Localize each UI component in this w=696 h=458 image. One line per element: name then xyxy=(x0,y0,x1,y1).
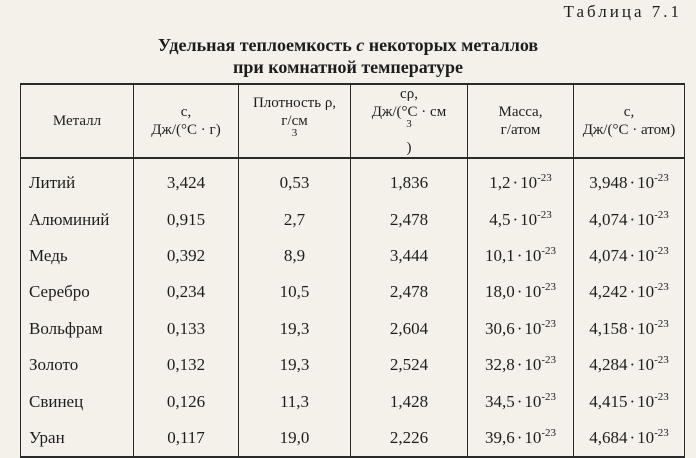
power-base: 10 xyxy=(637,209,655,229)
column-header-unit: г/см $^3$ xyxy=(281,113,308,139)
power-base: 10 xyxy=(524,355,542,375)
column-header-line: Металл xyxy=(52,113,102,129)
density-cell: 0,53 xyxy=(239,158,351,201)
times-symbol: · xyxy=(516,391,523,411)
column-header-density xyxy=(239,84,351,158)
coefficient: 18,0 xyxy=(484,282,515,302)
c-rho-cell: 3,444 xyxy=(351,238,468,274)
times-symbol: · xyxy=(629,173,636,193)
power-exponent: -23 xyxy=(654,390,669,403)
power-exponent: -23 xyxy=(541,390,557,403)
heat-per-atom-cell xyxy=(574,347,685,383)
table-header xyxy=(21,84,685,158)
power-exponent: -23 xyxy=(541,317,557,330)
density-cell: 19,0 xyxy=(239,420,351,457)
table-title xyxy=(0,34,696,78)
column-header-line: Плотность ρ, xyxy=(252,95,337,111)
mass-per-atom-cell xyxy=(468,383,574,419)
title-part-2: некоторых металлов xyxy=(364,35,539,55)
density-cell: 19,3 xyxy=(239,347,351,383)
metal-name-cell: Золото xyxy=(21,347,134,383)
specific-heat-cell: 0,392 xyxy=(134,238,239,274)
times-symbol: · xyxy=(629,245,636,265)
density-cell: 19,3 xyxy=(239,311,351,347)
metal-name-cell: Медь xyxy=(21,238,134,274)
mass-per-atom-cell xyxy=(468,201,574,237)
table-row xyxy=(21,347,685,383)
power-base: 10 xyxy=(637,427,655,447)
density-cell: 8,9 xyxy=(239,238,351,274)
times-symbol: · xyxy=(629,391,636,411)
column-header-c-rho xyxy=(351,84,468,158)
table-row xyxy=(21,158,685,201)
coefficient: 4,415 xyxy=(589,391,628,411)
metal-name-cell: Свинец xyxy=(21,383,134,419)
times-symbol: · xyxy=(629,209,636,229)
title-symbol: c xyxy=(356,35,365,55)
heat-per-atom-cell xyxy=(574,311,685,347)
power-base: 10 xyxy=(637,391,655,411)
column-header-mass xyxy=(468,84,574,158)
times-symbol: · xyxy=(629,318,636,338)
unit-exponent: 3 xyxy=(291,127,298,139)
metal-name-cell: Уран xyxy=(21,420,134,457)
specific-heat-cell: 0,133 xyxy=(134,311,239,347)
c-rho-cell: 1,836 xyxy=(351,158,468,201)
power-base: 10 xyxy=(524,318,542,338)
power-base: 10 xyxy=(637,245,655,265)
power-base: 10 xyxy=(637,318,655,338)
density-cell: 11,3 xyxy=(239,383,351,419)
metal-name-cell: Алюминий xyxy=(21,201,134,237)
mass-per-atom-cell xyxy=(468,238,574,274)
times-symbol: · xyxy=(516,427,523,447)
column-header-c-per-gram xyxy=(134,84,239,158)
column-header-c-per-atom xyxy=(574,84,685,158)
power-exponent: -23 xyxy=(537,172,552,185)
metal-name-cell: Серебро xyxy=(21,274,134,310)
power-base: 10 xyxy=(524,427,542,447)
title-line-1 xyxy=(0,34,696,56)
coefficient: 4,284 xyxy=(589,355,628,375)
times-symbol: · xyxy=(512,209,519,229)
power-exponent: -23 xyxy=(654,281,669,294)
specific-heat-cell: 0,132 xyxy=(134,347,239,383)
column-header-unit: Дж/(°С · см $^3$ ) xyxy=(371,104,447,156)
table-row xyxy=(21,274,685,310)
mass-per-atom-cell xyxy=(468,274,574,310)
heat-per-atom-cell xyxy=(574,238,685,274)
coefficient: 34,5 xyxy=(484,391,515,411)
metal-name-cell: Вольфрам xyxy=(21,311,134,347)
times-symbol: · xyxy=(512,173,519,193)
c-rho-cell: 2,226 xyxy=(351,420,468,457)
coefficient: 39,6 xyxy=(484,427,515,447)
power-base: 10 xyxy=(524,391,542,411)
times-symbol: · xyxy=(516,355,523,375)
coefficient: 4,5 xyxy=(489,209,511,229)
coefficient: 3,948 xyxy=(589,173,628,193)
title-part-1: Удельная теплоемкость xyxy=(157,35,357,55)
coefficient: 1,2 xyxy=(489,173,511,193)
power-base: 10 xyxy=(524,245,542,265)
power-exponent: -23 xyxy=(654,244,669,257)
power-exponent: -23 xyxy=(654,317,669,330)
power-exponent: -23 xyxy=(654,426,669,439)
coefficient: 30,6 xyxy=(484,318,515,338)
c-rho-cell: 2,604 xyxy=(351,311,468,347)
density-cell: 10,5 xyxy=(239,274,351,310)
column-header-unit: Дж/(°С · атом) xyxy=(582,122,676,138)
heat-per-atom-cell xyxy=(574,274,685,310)
specific-heat-cell: 0,234 xyxy=(134,274,239,310)
c-rho-cell: 2,524 xyxy=(351,347,468,383)
times-symbol: · xyxy=(629,427,636,447)
column-header-line: Масса, xyxy=(498,104,543,120)
power-base: 10 xyxy=(524,282,542,302)
unit-exponent: 3 xyxy=(406,118,412,130)
header-row xyxy=(21,84,685,158)
times-symbol: · xyxy=(629,282,636,302)
mass-per-atom-cell xyxy=(468,347,574,383)
column-header-line: c, xyxy=(180,104,192,120)
power-base: 10 xyxy=(520,173,538,193)
column-header-line: cρ, xyxy=(400,86,418,102)
specific-heat-cell: 3,424 xyxy=(134,158,239,201)
table-number-label: Таблица 7.1 xyxy=(563,2,682,21)
specific-heat-table xyxy=(20,83,685,458)
power-base: 10 xyxy=(637,282,655,302)
mass-per-atom-cell xyxy=(468,311,574,347)
coefficient: 4,158 xyxy=(589,318,628,338)
table-body xyxy=(21,158,685,457)
heat-per-atom-cell xyxy=(574,383,685,419)
table-row xyxy=(21,201,685,237)
power-base: 10 xyxy=(520,209,538,229)
coefficient: 4,074 xyxy=(589,209,628,229)
c-rho-cell: 2,478 xyxy=(351,201,468,237)
column-header-unit: г/атом xyxy=(500,122,541,138)
coefficient: 4,684 xyxy=(589,427,628,447)
power-exponent: -23 xyxy=(541,354,557,367)
power-base: 10 xyxy=(637,173,655,193)
times-symbol: · xyxy=(629,355,636,375)
mass-per-atom-cell xyxy=(468,158,574,201)
power-exponent: -23 xyxy=(541,426,557,439)
table-row xyxy=(21,311,685,347)
power-exponent: -23 xyxy=(537,208,552,221)
coefficient: 4,074 xyxy=(589,245,628,265)
specific-heat-cell: 0,126 xyxy=(134,383,239,419)
table-row xyxy=(21,383,685,419)
title-line-2: при комнатной температуре xyxy=(233,57,463,77)
power-exponent: -23 xyxy=(541,244,557,257)
coefficient: 32,8 xyxy=(484,355,515,375)
specific-heat-cell: 0,117 xyxy=(134,420,239,457)
specific-heat-cell: 0,915 xyxy=(134,201,239,237)
heat-per-atom-cell xyxy=(574,158,685,201)
power-base: 10 xyxy=(637,355,655,375)
times-symbol: · xyxy=(516,282,523,302)
times-symbol: · xyxy=(516,318,523,338)
column-header-metal xyxy=(21,84,134,158)
heat-per-atom-cell xyxy=(574,201,685,237)
density-cell: 2,7 xyxy=(239,201,351,237)
coefficient: 10,1 xyxy=(484,245,515,265)
c-rho-cell: 2,478 xyxy=(351,274,468,310)
column-header-line: c, xyxy=(623,104,635,120)
power-exponent: -23 xyxy=(541,281,557,294)
times-symbol: · xyxy=(516,245,523,265)
table-row xyxy=(21,238,685,274)
c-rho-cell: 1,428 xyxy=(351,383,468,419)
column-header-unit: Дж/(°С · г) xyxy=(151,122,221,138)
coefficient: 4,242 xyxy=(589,282,628,302)
power-exponent: -23 xyxy=(654,172,669,185)
metal-name-cell: Литий xyxy=(21,158,134,201)
power-exponent: -23 xyxy=(654,354,669,367)
power-exponent: -23 xyxy=(654,208,669,221)
